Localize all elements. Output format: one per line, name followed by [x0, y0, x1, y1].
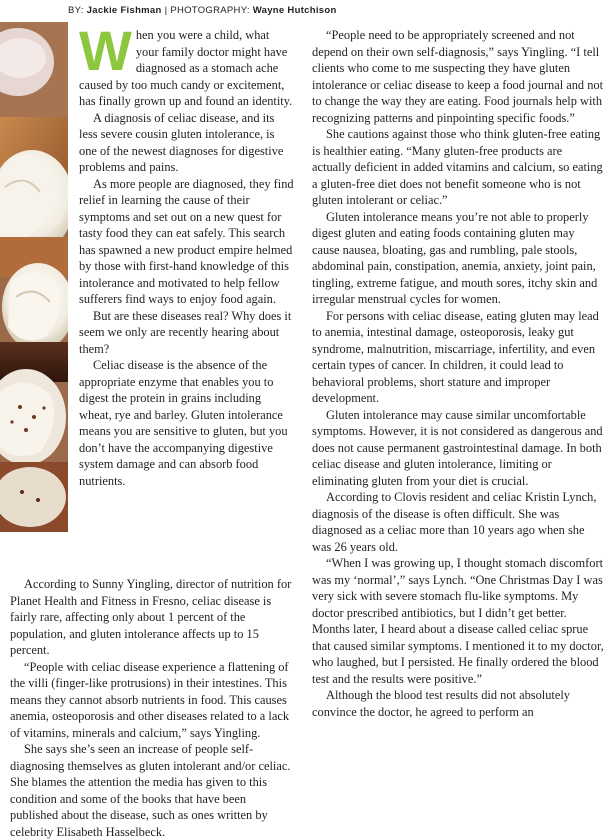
article-paragraph: Gluten intolerance may cause similar uncomfortable symptoms. However, it is not considered as dangerous and does not cause permanent gastrointestinal damage. In both celiac disease and gluten intolerance, limiting or eliminating gluten from your diet is crucial. [312, 407, 603, 488]
article-paragraph: A diagnosis of celiac disease, and its less severe cousin gluten intolerance, is one of the newest diagnoses for digestive problems and pains. [79, 110, 284, 174]
article-paragraph: For persons with celiac disease, eating gluten may lead to anemia, intestinal damage, osteoporosis, leaky gut syndrome, malnutrition, miscarriage, infertility, and even certain types of cancer. In children, it could lead to behavioral problems, short stature and improper development. [312, 308, 599, 405]
drop-cap: W [79, 19, 132, 82]
article-paragraph: Gluten intolerance means you’re not able to properly digest gluten and eating foods containing gluten may cause nausea, bloating, gas and rumbling, pale stools, abdominal pain, constipation, anemia, anxiety, joint pain, tingling, extreme fatigue, and mouth sores, itchy skin and irregular menstrual cycles for women. [312, 209, 598, 306]
byline-by-label: BY: [68, 5, 84, 16]
cupcake-photo [0, 22, 68, 532]
byline [68, 5, 608, 16]
article-paragraph: “People need to be appropriately screened and not depend on their own self-diagnosis,” says Yingling. “I tell clients who come to me suspecting they have gluten intolerance or celiac disease to keep a food journal and not to change the way they are eating. Food journals help with recognizing patterns and pinpointing specific foods.” [312, 28, 604, 125]
article-paragraph: She says she’s seen an increase of people self-diagnosing themselves as gluten intolerant and/or celiac. She blames the attention the media has given to this condition and some of the books that have been published about the disease, such as ones written by celebrity Elisabeth Hasselbeck. [10, 742, 291, 839]
byline-photo-label: PHOTOGRAPHY: [170, 5, 250, 16]
byline-author: Jackie Fishman [86, 5, 162, 16]
byline-photographer: Wayne Hutchison [252, 5, 337, 16]
article-paragraph: She cautions against those who think gluten-free eating is healthier eating. “Many gluten-free products are actually deficient in added vitamins and calcium, so eating a gluten-free diet does not benefit someone who is not gluten intolerant or celiac.” [312, 127, 603, 207]
article-paragraph: “When I was growing up, I thought stomach discomfort was my ‘normal’,” says Lynch. “One Christmas Day I was very sick with severe stomach flu-like symptoms. My doctor prescribed antibiotics, but I didn’t get better. Months later, I heard about a disease called celiac sprue that caused similar symptoms. I mentioned it to my doctor, who laughed, but I persisted. He finally ordered the blood test and the results were positive.” [312, 556, 604, 686]
article-paragraph: Although the blood test results did not absolutely convince the doctor, he agreed to perform an [312, 688, 571, 719]
article-paragraph: According to Sunny Yingling, director of nutrition for Planet Health and Fitness in Fresno, celiac disease is fairly rare, affecting only about 1 percent of the population, and gluten intolerance affects up to 15 percent. [10, 577, 292, 657]
article-column-left-bottom [10, 576, 297, 840]
article-paragraph: When you were a child, what your family doctor might have diagnosed as a stomach ache caused by too much candy or excitement, has finally grown up and found an identity. [79, 19, 293, 108]
article-paragraph: Celiac disease is the absence of the appropriate enzyme that enables you to digest the protein in grains including wheat, rye and barley. Gluten intolerance means you are sensitive to gluten, but you don’t have the accompanying digestive system damage and can absorb food nutrients. [79, 358, 288, 488]
article-paragraph: According to Clovis resident and celiac Kristin Lynch, diagnosis of the disease is often difficult. She was diagnosed as a celiac more than 10 years ago when she was 26 years old. [312, 490, 597, 554]
article-paragraph: As more people are diagnosed, they find relief in learning the cause of their symptoms and set out on a new quest for tasty food they can eat safely. This search has spawned a new product empire helmed by those with first-hand knowledge of this intolerance and motivated to help fellow sufferers find ways to enjoy food again. [79, 176, 294, 306]
byline-separator: | [164, 5, 168, 16]
article-paragraph: “People with celiac disease experience a flattening of the villi (finger-like protrusions) in their intestines. This means they cannot absorb nutrients in food. This causes anemia, osteoporosis and other diseases related to a lack of vitamins, minerals and calcium,” says Yingling. [10, 659, 290, 740]
article-column-right [312, 27, 604, 720]
article-column-left-top [79, 19, 295, 489]
article-paragraph: But are these diseases real? Why does it seem we only are recently hearing about them? [79, 308, 292, 356]
